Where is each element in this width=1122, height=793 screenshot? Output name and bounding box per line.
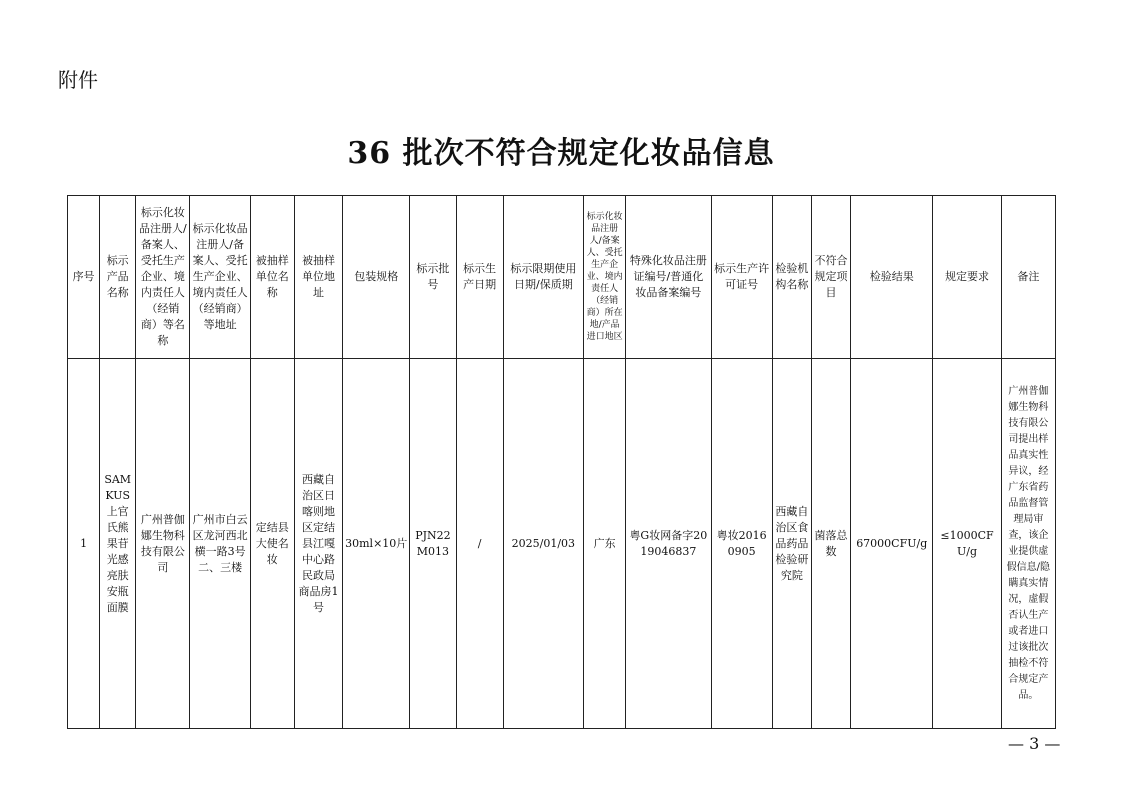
table-cell: / bbox=[456, 359, 503, 729]
header-cell: 标示批号 bbox=[410, 196, 456, 359]
attachment-label: 附件 bbox=[58, 68, 98, 92]
page-number: — 3 — bbox=[1008, 734, 1061, 753]
header-cell: 被抽样单位名称 bbox=[250, 196, 294, 359]
table-cell: 粤G妆网备字2019046837 bbox=[626, 359, 711, 729]
table-cell: 67000CFU/g bbox=[851, 359, 933, 729]
header-cell: 标示生产许可证号 bbox=[711, 196, 772, 359]
header-cell: 包装规格 bbox=[343, 196, 410, 359]
table-cell: 菌落总数 bbox=[811, 359, 850, 729]
table-cell: 西藏自治区日喀则地区定结县江嘎中心路民政局商品房1号 bbox=[294, 359, 342, 729]
table-cell: SAMKUS上官氏熊果苷光感亮肤安瓶面膜 bbox=[100, 359, 136, 729]
table-cell: 西藏自治区食品药品检验研究院 bbox=[772, 359, 811, 729]
table-cell: 广州市白云区龙河西北横一路3号二、三楼 bbox=[190, 359, 250, 729]
header-cell: 标示化妆品注册人/备案人、受托生产企业、境内责任人（经销商）等名称 bbox=[136, 196, 190, 359]
header-cell: 规定要求 bbox=[933, 196, 1001, 359]
table-cell: 广州普伽娜生物科技有限公司提出样品真实性异议，经广东省药品监督管理局审查，该企业提供虚假信息/隐瞒真实情况，虚假否认生产或者进口过该批次抽检不符合规定产品。 bbox=[1001, 359, 1055, 729]
header-cell: 不符合规定项目 bbox=[811, 196, 850, 359]
header-cell: 标示限期使用日期/保质期 bbox=[503, 196, 583, 359]
inspection-table bbox=[67, 195, 1056, 729]
table-cell: 粤妆20160905 bbox=[711, 359, 772, 729]
document-title: 36 批次不符合规定化妆品信息 bbox=[347, 136, 775, 171]
header-cell: 特殊化妆品注册证编号/普通化妆品备案编号 bbox=[626, 196, 711, 359]
header-cell: 标示生产日期 bbox=[456, 196, 503, 359]
header-cell: 序号 bbox=[68, 196, 100, 359]
header-cell: 标示产品名称 bbox=[100, 196, 136, 359]
header-cell: 检验机构名称 bbox=[772, 196, 811, 359]
table-row bbox=[68, 359, 1056, 729]
table-cell: 30ml×10片 bbox=[343, 359, 410, 729]
table-cell: 1 bbox=[68, 359, 100, 729]
header-cell: 被抽样单位地址 bbox=[294, 196, 342, 359]
table-cell: ≤1000CFU/g bbox=[933, 359, 1001, 729]
header-row bbox=[68, 196, 1056, 359]
header-cell: 备注 bbox=[1001, 196, 1055, 359]
table-cell: 定结县大使名妆 bbox=[250, 359, 294, 729]
header-cell: 标示化妆品注册人/备案人、受托生产企业、境内责任人（经销商）所在地/产品进口地区 bbox=[584, 196, 626, 359]
table-cell: 2025/01/03 bbox=[503, 359, 583, 729]
table-cell: 广东 bbox=[584, 359, 626, 729]
table-cell: PJN22M013 bbox=[410, 359, 456, 729]
header-cell: 检验结果 bbox=[851, 196, 933, 359]
table-cell: 广州普伽娜生物科技有限公司 bbox=[136, 359, 190, 729]
header-cell: 标示化妆品注册人/备案人、受托生产企业、境内责任人（经销商）等地址 bbox=[190, 196, 250, 359]
